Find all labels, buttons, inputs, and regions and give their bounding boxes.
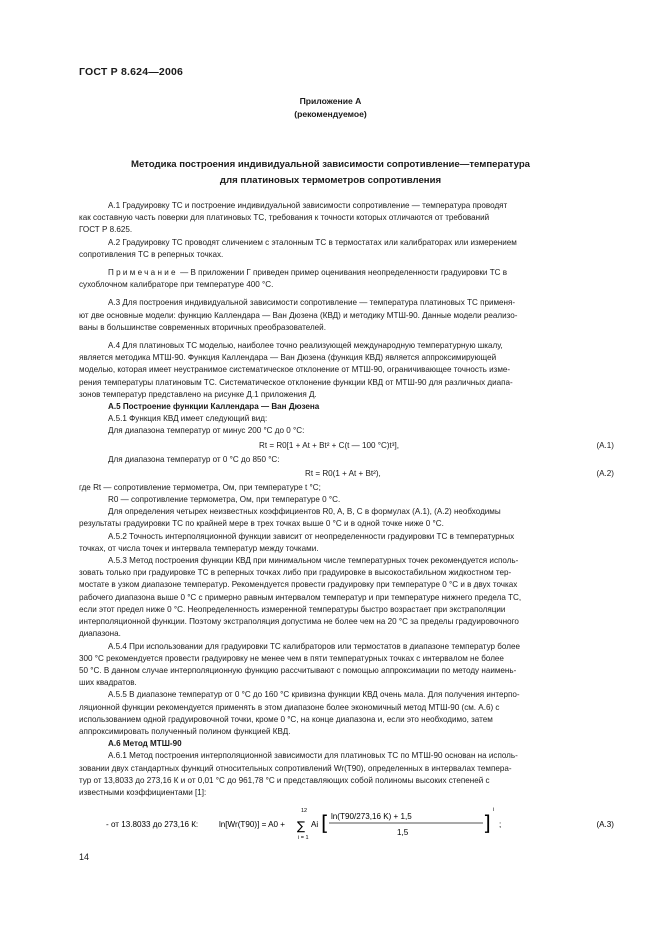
equation-a2-number: (А.2) (596, 468, 614, 478)
paragraph-a54-cont: 50 °С. В данном случае интерполяционную функцию рассчитывают с помощью аппроксимации по методу наимень- (79, 665, 517, 675)
eq3-lhs: ln[Wr(T90)] = A0 + (219, 820, 285, 830)
paragraph-a3: А.3 Для построения индивидуальной зависимости сопротивление — температура платиновых ТС применя- (108, 298, 516, 308)
paragraph-a4-cont: зонов температур представлено на рисунке Д.1 приложения Д. (79, 389, 317, 399)
note-cont: сухоблочном калибраторе при температуре 400 °С. (79, 280, 274, 290)
range-text-2: Для диапазона температур от 0 °С до 850 °С: (108, 454, 280, 464)
left-bracket-icon: [ (321, 811, 329, 836)
eq3-denominator: 1,5 (397, 828, 409, 838)
equation-a1-number: (А.1) (596, 440, 614, 450)
eq3-sum-top: 12 (301, 808, 308, 815)
paragraph-a53-cont: диапазона. (79, 629, 121, 639)
paragraph-a3-cont: ваны в большинстве современных вторичных преобразователей. (79, 322, 326, 332)
range-text-1: Для диапазона температур от минус 200 °С до 0 °С: (108, 426, 305, 436)
paragraph-a53-cont: зовать только при градуировке ТС в реперных точках либо при градуировке в высокостабильном жидкостном тер- (79, 568, 512, 578)
paragraph-coefficients: Для определения четырех неизвестных коэффициентов R0, A, B, C в формулах (А.1), (А.2) необходимы (108, 507, 501, 517)
heading-a5: А.5 Построение функции Каллендара — Ван Дюзена (108, 402, 320, 412)
paragraph-a51: А.5.1 Функция КВД имеет следующий вид: (108, 414, 268, 424)
eq3-power: i (493, 807, 495, 814)
paragraph-a1: А.1 Градуировку ТС и построение индивидуальной зависимости сопротивление — температура проводят (108, 201, 508, 210)
section-title-line2: для платиновых термометров сопротивления (219, 175, 442, 186)
paragraph-a4-cont: является методика МТШ-90. Функция Каллендара — Ван Дюзена (функция КВД) является аппроксимирующей (79, 353, 497, 363)
appendix-note: (рекомендуемое) (294, 109, 367, 119)
heading-a6: А.6 Метод МТШ-90 (108, 739, 182, 749)
paragraph-a54-cont: 300 °С рекомендуется провести градуировку не менее чем в пяти температурных точках с интервалом не более (79, 653, 504, 663)
eq3-numerator: ln(T90/273,16 K) + 1,5 (331, 812, 412, 822)
equation-a3 (79, 803, 614, 847)
paragraph-coefficients-cont: результаты градуировки ТС по крайней мере в трех точках выше 0 °С и в одной точке ниже 0 °С. (79, 519, 444, 529)
paragraph-a54-cont: ших квадратов. (79, 678, 137, 688)
paragraph-a53-cont: мостате в узком диапазоне температур. Рекомендуется провести градуировку при температуре 0 °С и в двух точках (79, 580, 518, 590)
paragraph-a53-cont: если этот предел ниже 0 °С. Неопределенность измеренной температуры быстро возрастает при экстраполяции (79, 604, 506, 614)
paragraph-a4: А.4 Для платиновых ТС моделью, наиболее точно реализующей международную температурную шкалу, (108, 341, 503, 351)
where-line-2: R0 — сопротивление термометра, Ом, при температуре 0 °С. (108, 495, 341, 505)
appendix-label: Приложение А (299, 96, 362, 106)
paragraph-a54: А.5.4 При использовании для градуировки ТС калибраторов или термостатов в диапазоне температур более (108, 641, 520, 651)
paragraph-a2-cont: сопротивления ТС в реперных точках. (79, 249, 224, 259)
paragraph-a61-cont: известными коэффициентами [1]: (79, 787, 207, 797)
paragraph-a61-cont: зовании двух стандартных функций относительных сопротивлений Wr(T90), определенных в интервалах темпера- (79, 763, 512, 773)
paragraph-a55-cont: использованием одной градуировочной точки, кроме 0 °С, на конце диапазона и, если это необходимо, затем (79, 714, 493, 724)
paragraph-a1-cont: ГОСТ Р 8.625. (79, 225, 133, 235)
document-header: ГОСТ Р 8.624—2006 (79, 66, 184, 78)
section-title-line1: Методика построения индивидуальной зависимости сопротивление—температура (130, 159, 531, 170)
paragraph-a55-cont: ляционной функции рекомендуется применять в этом диапазоне более экономичный метод МТШ-90 (см. А.6) с (79, 702, 500, 712)
paragraph-a4-cont: моделью, которая имеет неустранимое систематическое отклонение от МТШ-90, ограничивающее точность изме- (79, 365, 511, 375)
equation-a2 (79, 466, 614, 482)
equation-a1-formula: Rt = R0[1 + At + Bt² + C(t — 100 °C)t³], (259, 440, 399, 450)
paragraph-a53-cont: рабочего диапазона выше 0 °С с примерно равным интервалом температур и при температуре нижнего предела ТС, (79, 592, 522, 602)
equation-a3-number: (А.3) (596, 820, 614, 830)
eq3-prefix: - от 13.8033 до 273,16 К: (106, 820, 199, 830)
right-bracket-icon: ] (483, 811, 491, 836)
page-number: 14 (79, 852, 90, 862)
paragraph-a52-cont: точках, от числа точек и интервала температур между точками. (79, 543, 319, 553)
paragraph-a53-cont: интерполяционной функции. Поэтому экстраполяция допустима не более чем на 20 °С за пределы градуировочного (79, 617, 519, 627)
paragraph-a3-cont: ют две основные модели: функцию Каллендара — Ван Дюзена (КВД) и методику МТШ-90. Данные модели реализо- (79, 310, 518, 320)
equation-a1 (79, 438, 614, 454)
sum-icon: ∑ (297, 819, 306, 834)
paragraph-a52: А.5.2 Точность интерполяционной функции зависит от неопределенности градуировки ТС в температурных (108, 531, 515, 541)
paragraph-a61-cont: тур от 13,8033 до 273,16 К и от 0,01 °С до 961,78 °С и представляющих собой полиномы высоких степеней с (79, 775, 490, 785)
where-line-1: где Rt — сопротивление термометра, Ом, при температуре t °С; (79, 482, 321, 492)
eq3-ai: Ai (311, 820, 319, 830)
equation-a2-formula: Rt = R0(1 + At + Bt²), (305, 468, 381, 478)
eq3-sum-bot: i = 1 (298, 835, 309, 842)
paragraph-a1-cont: как составную часть поверки для платиновых ТС, требования к точности которых отличаются от требований (79, 213, 490, 223)
paragraph-a61: А.6.1 Метод построения интерполяционной зависимости для платиновых ТС по МТШ-90 основан на исполь- (108, 751, 518, 761)
paragraph-a55: А.5.5 В диапазоне температур от 0 °С до 160 °С кривизна функции КВД очень мала. Для получения интерпо- (108, 690, 520, 700)
paragraph-a55-cont: аппроксимировать полученный полином функцией КВД. (79, 726, 291, 736)
paragraph-a4-cont: рения температуры платиновым ТС. Систематическое отклонение функции КВД от МТШ-90 для различных диапа- (79, 377, 513, 387)
note: Примечание — В приложении Г приведен пример оценивания неопределенности градуировки ТС в (108, 268, 508, 278)
document-body (79, 200, 614, 847)
paragraph-a53: А.5.3 Метод построения функции КВД при минимальном числе температурных точек рекомендуется исполь- (108, 556, 519, 566)
equation-a3-formula (79, 803, 614, 847)
paragraph-a2: А.2 Градуировку ТС проводят сличением с эталонным ТС в термостатах или калибраторах или измерением (108, 237, 517, 247)
eq3-tail: ; (499, 820, 502, 830)
